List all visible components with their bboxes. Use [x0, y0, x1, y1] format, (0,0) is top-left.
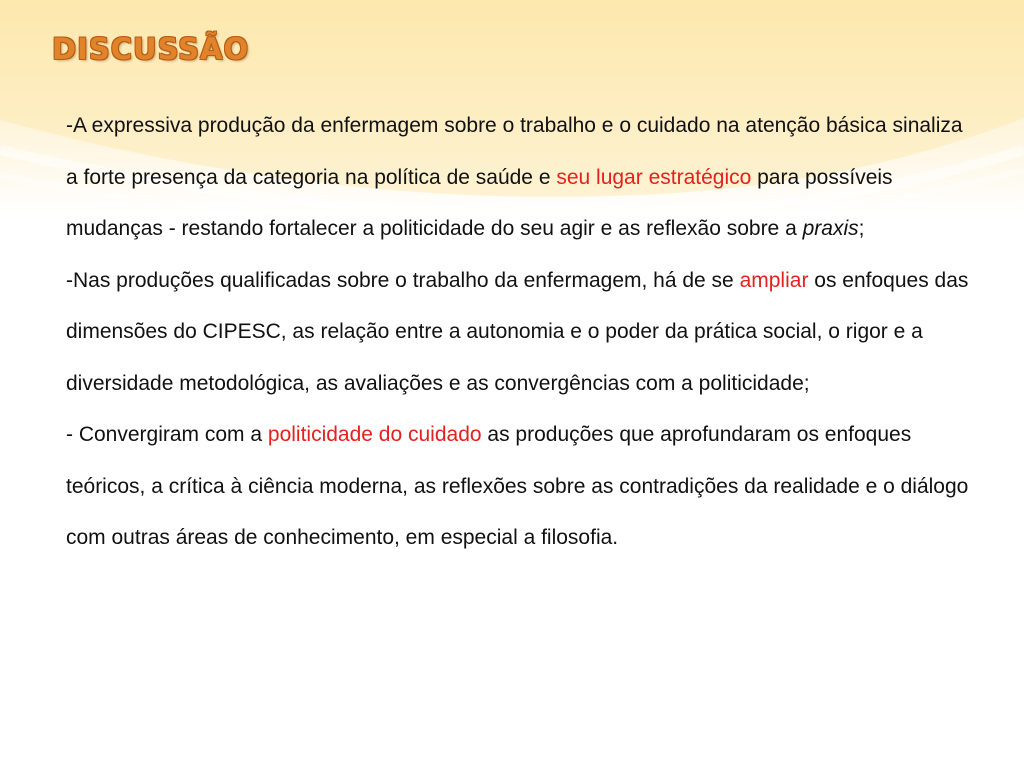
paragraph-2-highlight: ampliar	[739, 268, 809, 292]
paragraph-1-text-c: ;	[858, 217, 865, 240]
slide-body	[66, 100, 976, 564]
paragraph-2-text-b: os enfoques das dimensões do CIPESC, as relação entre a autonomia e o poder da prática social, o rigor e a diversidade metodológica, as avaliações e as convergências com a politicidade;	[66, 268, 969, 395]
paragraph-3	[66, 409, 976, 564]
paragraph-3-highlight: politicidade do cuidado	[267, 423, 482, 446]
paragraph-2	[66, 255, 976, 410]
paragraph-1-text-a: -A expressiva produção da enfermagem sobre o trabalho e o cuidado na atenção básica sinaliza a forte presença da categoria na política de saúde e	[66, 114, 963, 189]
paragraph-2-text-a: -Nas produções qualificadas sobre o trabalho da enfermagem, há de se	[66, 268, 740, 292]
paragraph-1-text-b: para possíveis mudanças - restando fortalecer a politicidade do seu agir e as reflexão sobre a	[66, 165, 893, 240]
paragraph-3-text-b: as produções que aprofundaram os enfoques teóricos, a crítica à ciência moderna, as reflexões sobre as contradições da realidade e o diálogo com outras áreas de conhecimento, em especial a filosofia.	[66, 423, 969, 549]
paragraph-1	[66, 100, 976, 255]
paragraph-3-text-a: - Convergiram com a	[66, 423, 268, 446]
slide-title: DISCUSSÃO	[52, 32, 250, 66]
paragraph-1-italic-term: praxis	[802, 217, 859, 240]
paragraph-1-highlight: seu lugar estratégico	[556, 165, 752, 189]
